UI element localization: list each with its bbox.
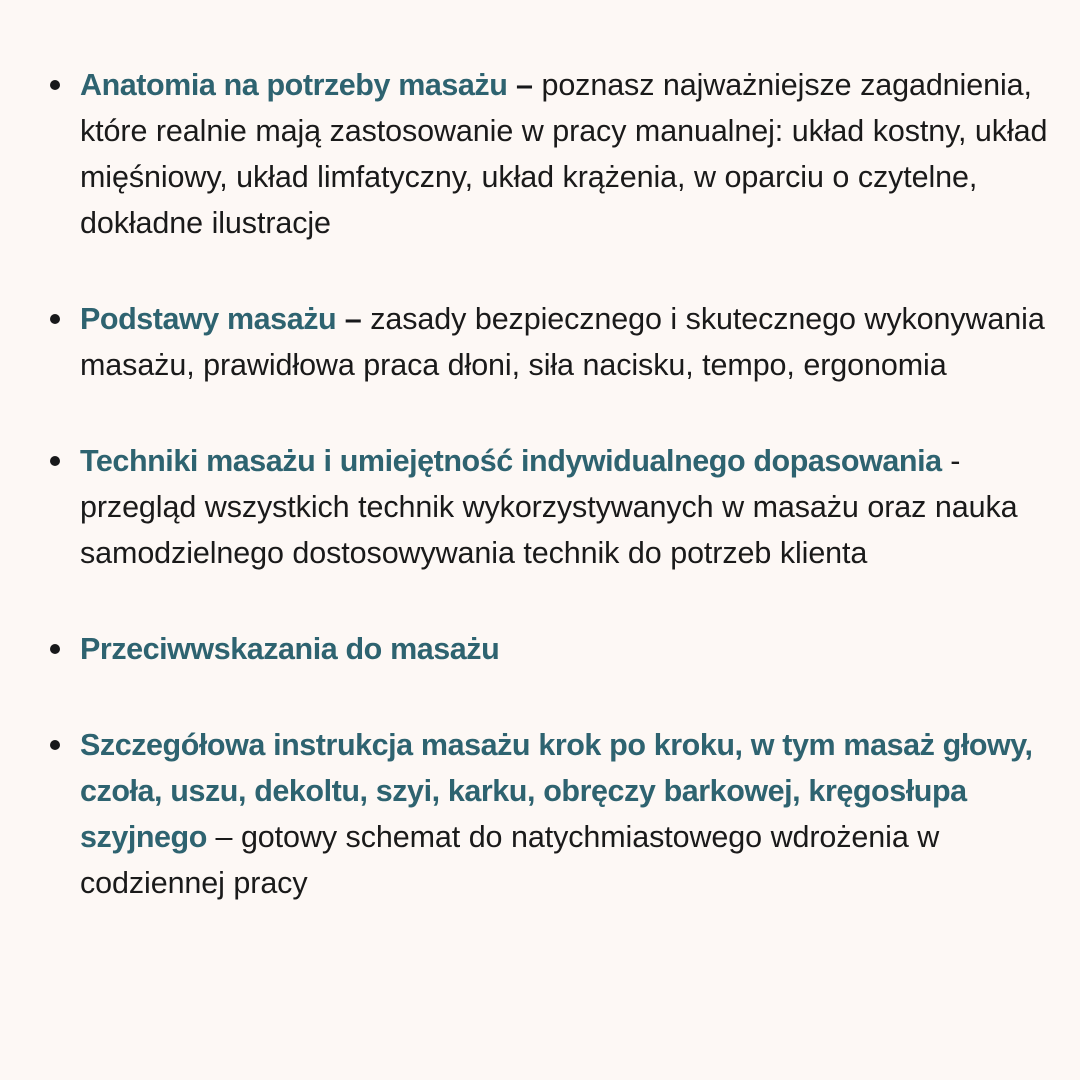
list-item-heading: Anatomia na potrzeby masażu: [80, 68, 508, 102]
list-item: [0, 62, 1080, 246]
bullet-point-icon: [50, 740, 60, 750]
list-item-description: zasady bezpiecznego i skutecznego wykonywania masażu, prawidłowa praca dłoni, siła nacisku, tempo, ergonomia: [80, 302, 1045, 382]
list-item-description: poznasz najważniejsze zagadnienia, które realnie mają zastosowanie w pracy manualnej: układ kostny, układ mięśniowy, układ limfatyczny, układ krążenia, w oparciu o czytelne, dokładne ilustracje: [80, 68, 1048, 240]
list-item-heading: Szczegółowa instrukcja masażu krok po kroku, w tym masaż głowy, czoła, uszu, dekoltu, szyi, karku, obręczy barkowej, kręgosłupa szyjnego: [80, 728, 1033, 854]
bullet-point-icon: [50, 80, 60, 90]
list-item-heading: Podstawy masażu: [80, 302, 337, 336]
list-item-separator: -: [950, 444, 961, 478]
list-item-heading: Przeciwwskazania do masażu: [80, 632, 500, 666]
list-item-heading: Techniki masażu i umiejętność indywidualnego dopasowania: [80, 444, 942, 478]
list-item: [0, 626, 1080, 672]
list-item: [0, 438, 1080, 576]
list-item: [0, 722, 1080, 906]
list-item-description: przegląd wszystkich technik wykorzystywanych w masażu oraz nauka samodzielnego dostosowywania technik do potrzeb klienta: [80, 490, 1018, 570]
bullet-point-icon: [50, 314, 60, 324]
list-item-description: gotowy schemat do natychmiastowego wdrożenia w codziennej pracy: [80, 820, 940, 900]
bullet-point-icon: [50, 644, 60, 654]
bullet-point-icon: [50, 456, 60, 466]
list-item-separator: –: [516, 68, 533, 102]
list-item: [0, 296, 1080, 388]
list-item-separator: –: [344, 302, 362, 336]
feature-bullet-list: [0, 62, 1080, 906]
list-item-separator: –: [215, 820, 233, 854]
